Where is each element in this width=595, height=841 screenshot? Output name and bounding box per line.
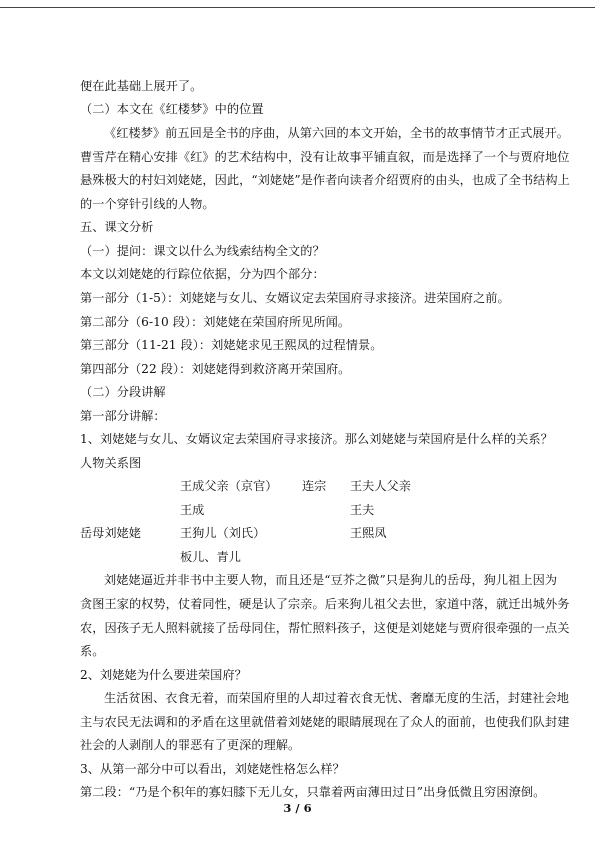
relation-node: 王成 bbox=[180, 503, 205, 517]
relation-node: 王熙凤 bbox=[350, 526, 387, 540]
relation-node: 岳母刘姥姥 bbox=[80, 526, 141, 540]
question-line: 3、从第一部分中可以看出，刘姥姥性格怎么样？ bbox=[80, 762, 345, 776]
paragraph-line: 系。 bbox=[80, 644, 105, 658]
paragraph-line: 曹雪芹在精心安排《红》的艺术结构中，没有让故事平铺直叙，而是选择了一个与贾府地位 bbox=[80, 150, 570, 164]
question-line: 1、刘姥姥与女儿、女婿议定去荣国府寻求接济。那么刘姥姥与荣国府是什么样的关系？ bbox=[80, 432, 553, 446]
header-rule bbox=[0, 7, 595, 8]
paragraph-line: 贪图王家的权势，仗着同性，硬是认了宗亲。后来狗儿祖父去世，家道中落，就迁出城外务 bbox=[80, 597, 570, 611]
page-number: 3 / 6 bbox=[283, 801, 312, 815]
paragraph-line: 的一个穿针引线的人物。 bbox=[80, 197, 215, 211]
paragraph-line: 《红楼梦》前五回是全书的序曲，从第六回的本文开始，全书的故事情节才正式展开。 bbox=[104, 126, 570, 140]
paragraph-line: 生活贫困、衣食无着，而荣国府里的人却过着衣食无忧、奢靡无度的生活，封建社会地 bbox=[104, 691, 570, 705]
section-heading: 五、课文分析 bbox=[80, 220, 154, 234]
relation-node: 王夫人父亲 bbox=[350, 479, 411, 493]
paragraph-line: 农，因孩子无人照料就接了岳母同住，帮忙照料孩子，这便是刘姥姥与贾府很牵强的一点关 bbox=[80, 621, 570, 635]
outline-item: 第四部分（22 段）：刘姥姥得到救济离开荣国府。 bbox=[80, 362, 351, 376]
paragraph-line: 悬殊极大的村妇刘姥姥，因此，“刘姥姥”是作者向读者介绍贾府的由头，也成了全书结构上 bbox=[80, 173, 570, 187]
relation-node: 王狗儿（刘氏） bbox=[180, 526, 266, 540]
subsection-heading: （二）分段讲解 bbox=[80, 385, 166, 399]
paragraph-line: 刘姥姥逼近并非书中主要人物，而且还是“豆芥之微”只是狗儿的岳母，狗儿祖上因为 bbox=[104, 573, 558, 587]
paragraph-line: 本文以刘姥姥的行踪位依据，分为四个部分： bbox=[80, 267, 325, 281]
outline-item: 第三部分（11-21 段）：刘姥姥求见王熙凤的过程情景。 bbox=[80, 338, 383, 352]
paragraph-line: 社会的人剥削人的罪恶有了更深的理解。 bbox=[80, 738, 301, 752]
paragraph-line: 便在此基础上展开了。 bbox=[80, 79, 203, 93]
paragraph-line: 第二段：“乃是个积年的寡妇膝下无儿女，只靠着两亩薄田过日”出身低微且穷困潦倒。 bbox=[80, 785, 546, 799]
relation-link-label: 连宗 bbox=[302, 479, 327, 493]
relation-node: 板儿、青儿 bbox=[180, 550, 241, 564]
outline-item: 第一部分（1-5）：刘姥姥与女儿、女婿议定去荣国府寻求接济。进荣国府之前。 bbox=[80, 291, 510, 305]
section-heading: （二）本文在《红楼梦》中的位置 bbox=[80, 102, 264, 116]
relation-node: 王夫 bbox=[350, 503, 375, 517]
chart-caption: 人物关系图 bbox=[80, 456, 142, 470]
outline-item: 第二部分（6-10 段）：刘姥姥在荣国府所见所闻。 bbox=[80, 315, 351, 329]
subsection-heading: （一）提问：课文以什么为线索结构全文的？ bbox=[80, 244, 325, 258]
paragraph-line: 主与农民无法调和的矛盾在这里就借着刘姥姥的眼睛展现在了众人的面前，也使我们队封建 bbox=[80, 715, 570, 729]
relation-node: 王成父亲（京官） bbox=[180, 479, 278, 493]
paragraph-line: 第一部分讲解： bbox=[80, 409, 166, 423]
question-line: 2、刘姥姥为什么要进荣国府？ bbox=[80, 668, 247, 682]
